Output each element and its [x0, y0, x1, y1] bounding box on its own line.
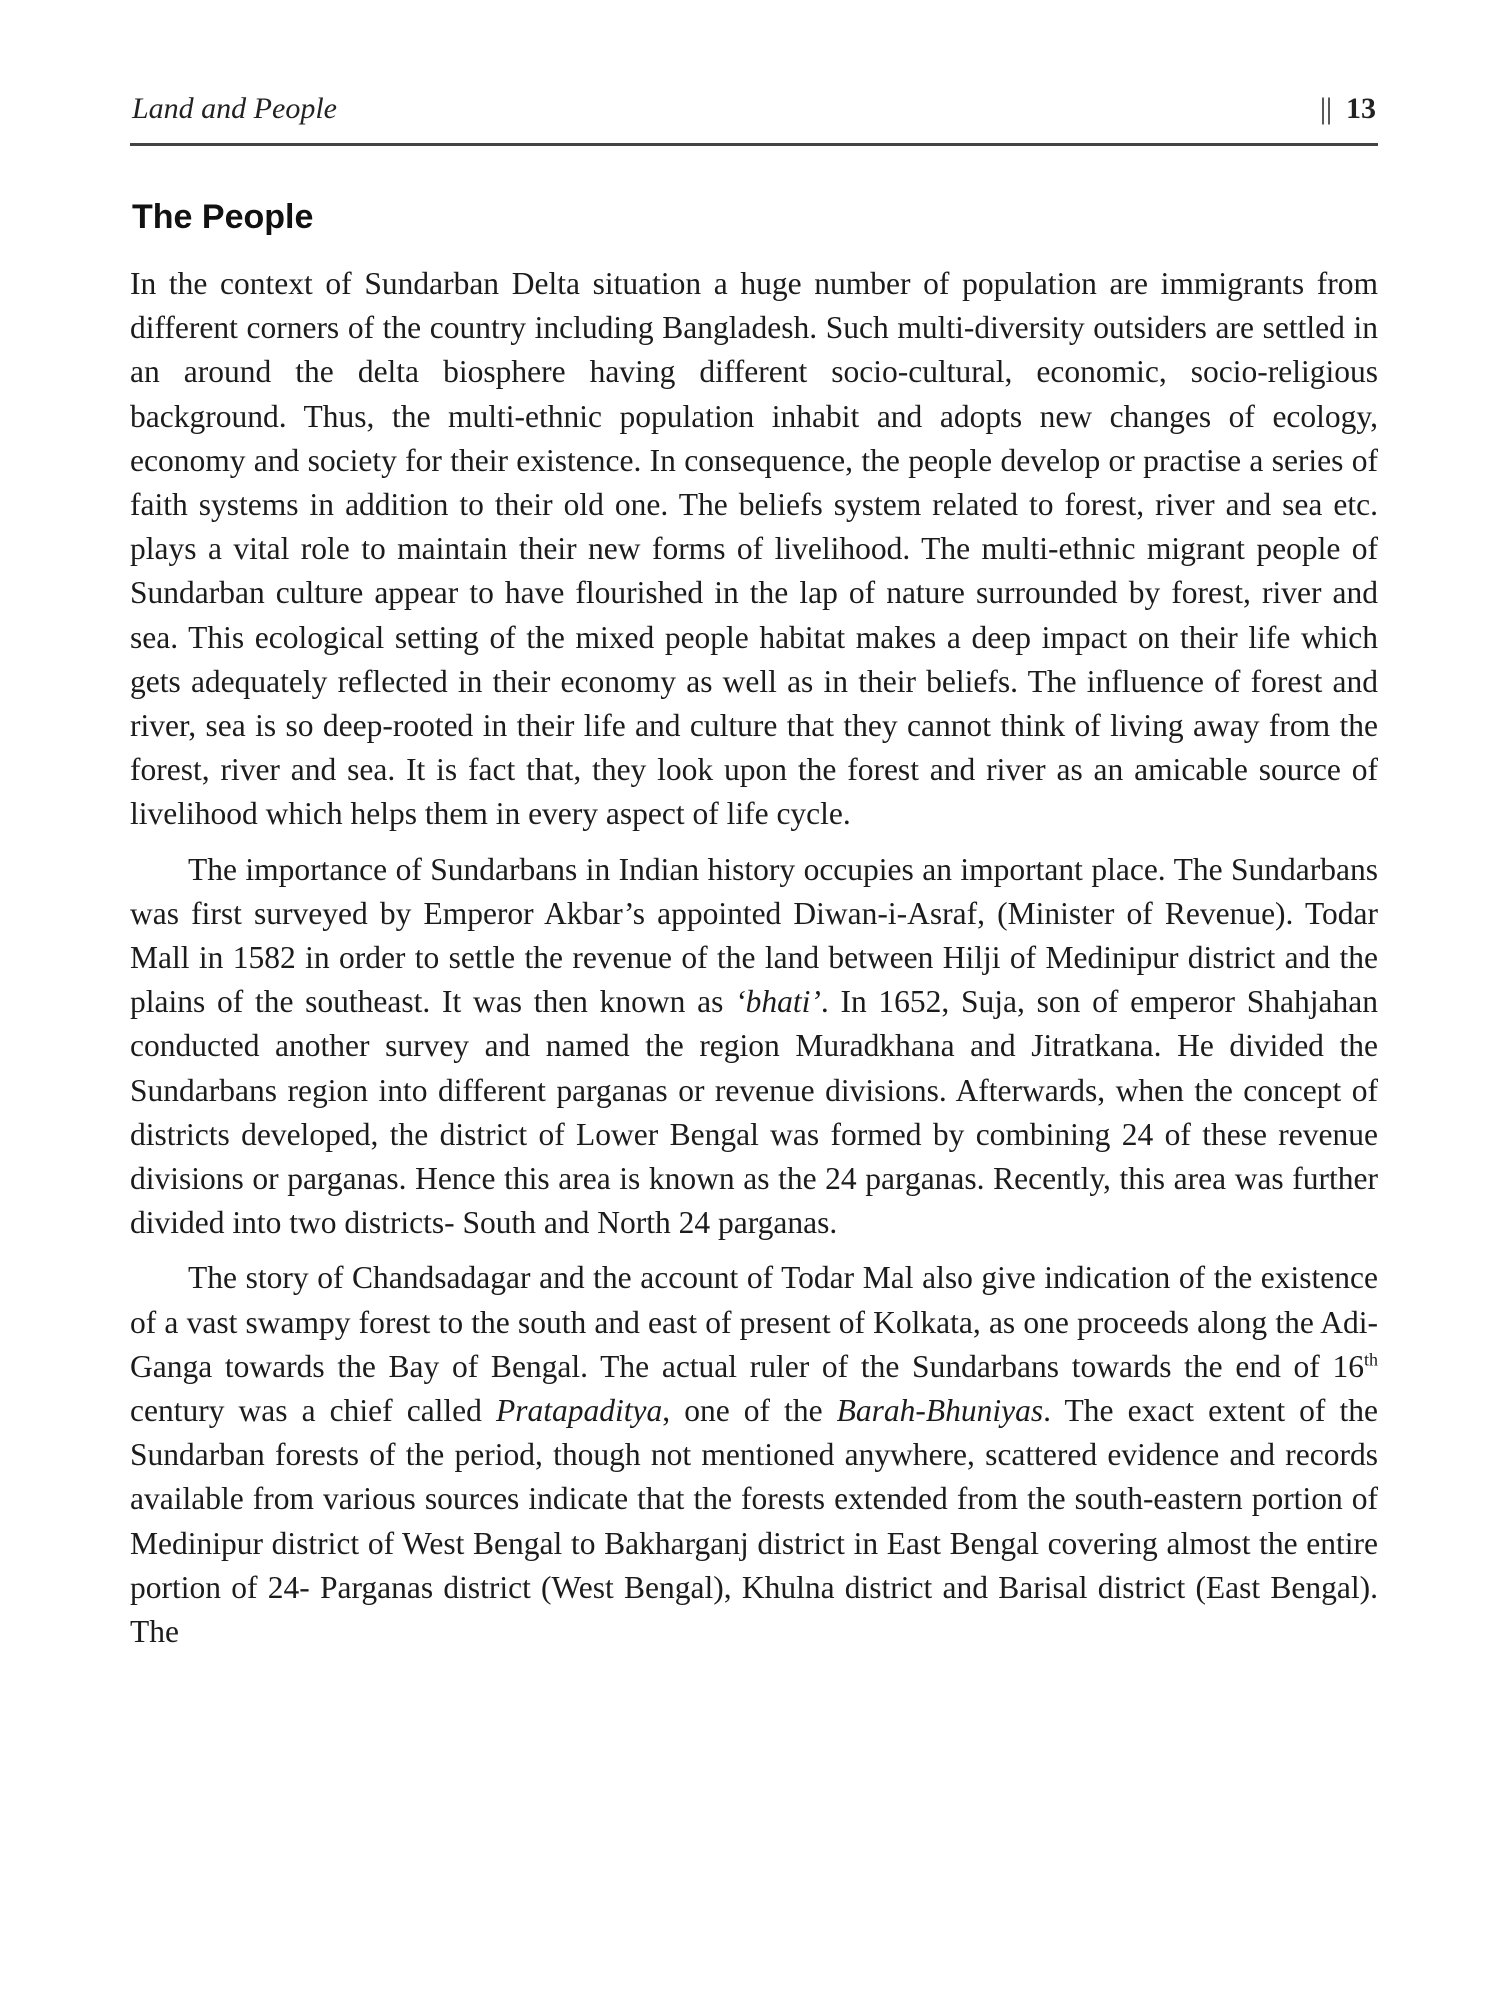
paragraph-text: . The exact extent of the Sundarban forests of the period, though not mentioned anywhere, scattered evidence and records available from various sources indicate that the forests extended from the south-eastern portion of Medinipur district of West Bengal to Bakharganj district in East Bengal covering almost the entire portion of 24- Parganas district (West Bengal), Khulna district and Barisal district (East Bengal). The	[130, 1393, 1378, 1650]
section-heading: The People	[132, 198, 314, 236]
paragraph-text: century was a chief called	[130, 1393, 496, 1429]
paragraph-text: The story of Chandsadagar and the account of Todar Mal also give indication of the existence of a vast swampy forest to the south and east of present of Kolkata, as one proceeds along the Adi-Ganga towards the Bay of Bengal. The actual ruler of the Sundarbans towards the end of 16	[130, 1260, 1378, 1384]
italic-term-bhati: ‘bhati’	[735, 984, 821, 1020]
ordinal-superscript: th	[1363, 1349, 1378, 1370]
header-rule	[130, 143, 1378, 146]
page-number: 13	[1346, 92, 1376, 125]
running-title: Land and People	[132, 92, 337, 125]
paragraph-text: , one of the	[662, 1393, 837, 1429]
separator-bars: ||	[1319, 92, 1332, 125]
paragraph-2	[130, 848, 1378, 1246]
paragraph-3	[130, 1256, 1378, 1654]
italic-term-barah-bhuniyas: Barah-Bhuniyas	[836, 1393, 1044, 1429]
running-header	[130, 92, 1378, 132]
page-number-block	[1320, 92, 1376, 126]
body-text	[130, 262, 1378, 1654]
paragraph-1: In the context of Sundarban Delta situation a huge number of population are immigrants from different corners of the country including Bangladesh. Such multi-diversity outsiders are settled in an around the delta biosphere having different socio-cultural, economic, socio-religious background. Thus, the multi-ethnic population inhabit and adopts new changes of ecology, economy and society for their existence. In consequence, the people develop or practise a series of faith systems in addition to their old one. The beliefs system related to forest, river and sea etc. plays a vital role to maintain their new forms of livelihood. The multi-ethnic migrant people of Sundarban culture appear to have flourished in the lap of nature surrounded by forest, river and sea. This ecological setting of the mixed people habitat makes a deep impact on their life which gets adequately reflected in their economy as well as in their beliefs. The influence of forest and river, sea is so deep-rooted in their life and culture that they cannot think of living away from the forest, river and sea. It is fact that, they look upon the forest and river as an amicable source of livelihood which helps them in every aspect of life cycle.	[130, 266, 1378, 832]
paragraph-text: The importance of Sundarbans in Indian history occupies an important place. The Sundarbans was first surveyed by Emperor Akbar’s appointed Diwan-i-Asraf, (Minister of Revenue). Todar Mall in 1582 in order to settle the revenue of the land between Hilji of Medinipur district and the plains of the southeast. It was then known as	[130, 851, 1378, 1020]
paragraph-text: . In 1652, Suja, son of emperor Shahjahan conducted another survey and named the region Muradkhana and Jitratkana. He divided the Sundarbans region into different parganas or revenue divisions. Afterwards, when the concept of districts developed, the district of Lower Bengal was formed by combining 24 of these revenue divisions or parganas. Hence this area is known as the 24 parganas. Recently, this area was further divided into two districts- South and North 24 parganas.	[130, 984, 1378, 1241]
italic-term-pratapaditya: Pratapaditya	[496, 1393, 663, 1429]
